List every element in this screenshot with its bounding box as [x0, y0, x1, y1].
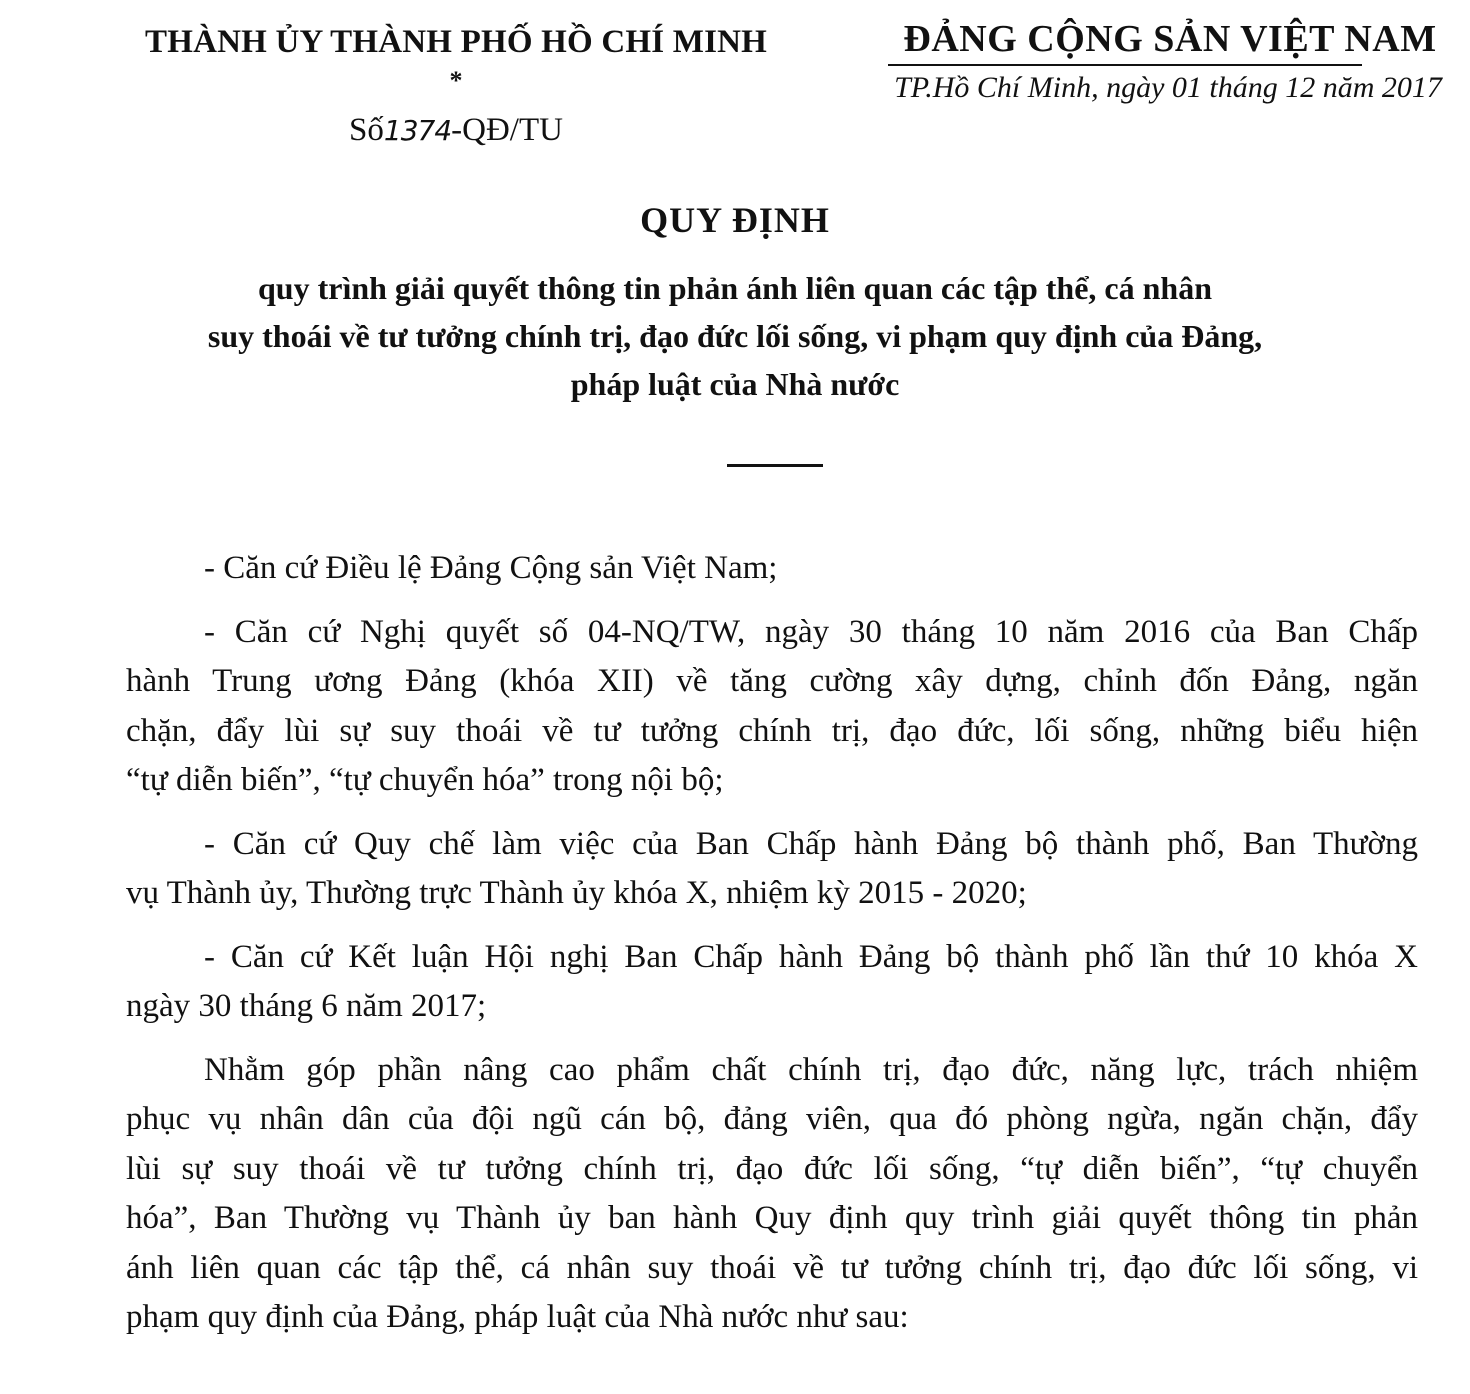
place-and-date: TP.Hồ Chí Minh, ngày 01 tháng 12 năm 2017 [894, 71, 1442, 104]
document-number-suffix: -QĐ/TU [451, 112, 563, 148]
paragraph-legal-basis-2 [126, 608, 1418, 806]
paragraph-line: lùi sự suy thoái về tư tưởng chính trị, đạo đức lối sống, “tự diễn biến”, “tự chuyển [126, 1150, 1418, 1187]
paragraph-line: - Căn cứ Điều lệ Đảng Cộng sản Việt Nam; [204, 550, 778, 586]
header-star: * [449, 66, 463, 95]
paragraph-line: - Căn cứ Kết luận Hội nghị Ban Chấp hành Đảng bộ thành phố lần thứ 10 khóa X [204, 938, 1418, 975]
title-divider [727, 464, 823, 467]
document-title: QUY ĐỊNH [640, 200, 830, 240]
subtitle-line: suy thoái về tư tưởng chính trị, đạo đức lối sống, vi phạm quy định của Đảng, [207, 318, 1263, 354]
paragraph-line: hành Trung ương Đảng (khóa XII) về tăng cường xây dựng, chỉnh đốn Đảng, ngăn [126, 663, 1418, 699]
paragraph-line: ánh liên quan các tập thể, cá nhân suy thoái về tư tưởng chính trị, đạo đức lối sống, vi [126, 1249, 1418, 1286]
subtitle-line: quy trình giải quyết thông tin phản ánh liên quan các tập thể, cá nhân [257, 270, 1213, 306]
paragraph-line: - Căn cứ Nghị quyết số 04-NQ/TW, ngày 30 tháng 10 năm 2016 của Ban Chấp [204, 613, 1418, 650]
paragraph-legal-basis-4 [126, 933, 1418, 1032]
paragraph-line: hóa”, Ban Thường vụ Thành ủy ban hành Quy định quy trình giải quyết thông tin phản [126, 1200, 1418, 1236]
paragraph-line: chặn, đẩy lùi sự suy thoái về tư tưởng chính trị, đạo đức, lối sống, những biểu hiện [126, 712, 1418, 749]
paragraph-purpose [126, 1046, 1418, 1343]
paragraph-legal-basis-1 [126, 544, 1418, 594]
issuing-authority: THÀNH ỦY THÀNH PHỐ HỒ CHÍ MINH [144, 24, 768, 60]
document-number-handwritten: 1374 [383, 114, 452, 147]
paragraph-line: vụ Thành ủy, Thường trực Thành ủy khóa X, nhiệm kỳ 2015 - 2020; [126, 875, 1027, 911]
document-number [96, 110, 816, 151]
document-subtitle [0, 264, 1470, 408]
paragraph-line: phục vụ nhân dân của đội ngũ cán bộ, đảng viên, qua đó phòng ngừa, ngăn chặn, đẩy [126, 1101, 1418, 1137]
document-number-prefix: Số [349, 112, 384, 148]
paragraph-legal-basis-3 [126, 820, 1418, 919]
paragraph-line: - Căn cứ Quy chế làm việc của Ban Chấp hành Đảng bộ thành phố, Ban Thường [204, 825, 1418, 862]
party-name: ĐẢNG CỘNG SẢN VIỆT NAM [903, 18, 1437, 60]
paragraph-line: phạm quy định của Đảng, pháp luật của Nhà nước như sau: [126, 1299, 909, 1335]
subtitle-line: pháp luật của Nhà nước [570, 366, 900, 402]
paragraph-line: ngày 30 tháng 6 năm 2017; [126, 988, 487, 1024]
paragraph-line: “tự diễn biến”, “tự chuyển hóa” trong nội bộ; [126, 762, 724, 798]
paragraph-line: Nhằm góp phần nâng cao phẩm chất chính trị, đạo đức, năng lực, trách nhiệm [204, 1051, 1418, 1088]
party-name-underline [888, 64, 1362, 66]
document-body [126, 544, 1418, 1355]
